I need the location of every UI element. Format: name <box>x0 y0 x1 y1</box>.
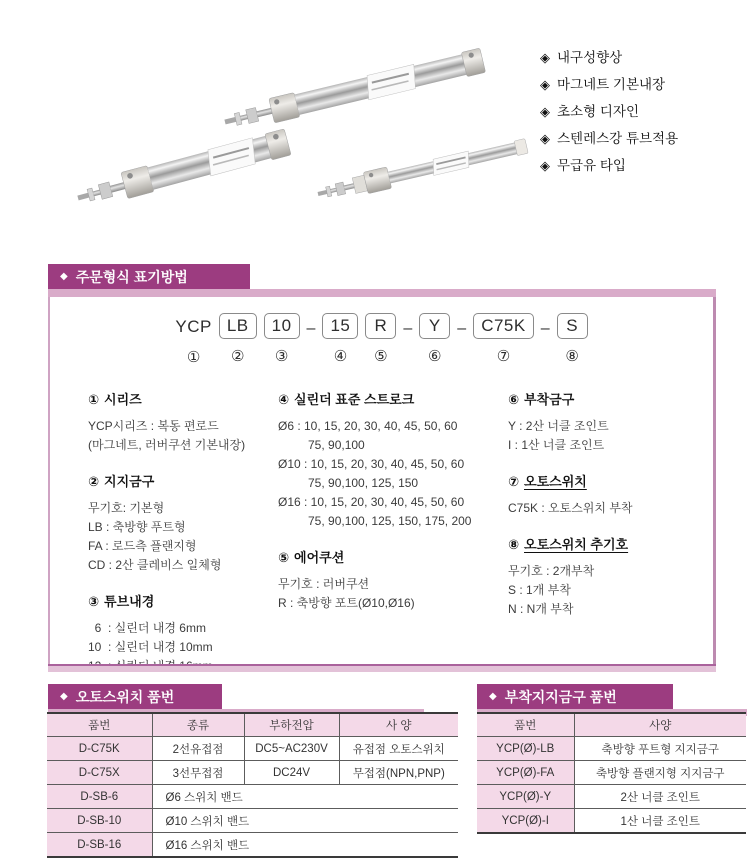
model-token-text: 15 <box>322 313 358 339</box>
diamond-bullet-icon: ◈ <box>540 77 550 92</box>
definition-title <box>88 591 278 610</box>
circled-number: ③ <box>274 348 289 365</box>
definition-line: LB : 축방향 푸트형 <box>88 520 186 534</box>
diamond-bullet-icon: ◈ <box>540 104 550 119</box>
definition-line: 6 : 실린더 내경 6mm <box>88 621 206 635</box>
model-token <box>322 313 358 365</box>
model-token-text: R <box>365 313 396 339</box>
model-token-text: 10 <box>264 313 300 339</box>
definition-line: (마그네트, 러버쿠션 기본내장) <box>88 438 246 452</box>
definition-line: 10 : 실린더 내경 10mm <box>88 640 213 654</box>
feature-text: 무급유 타입 <box>557 158 626 173</box>
feature-item <box>540 98 678 125</box>
model-token <box>473 313 534 365</box>
defs-col-2 <box>278 389 504 629</box>
circled-number: ⑤ <box>278 550 290 565</box>
section-header-autoswitch <box>48 684 222 709</box>
circled-number: ② <box>88 474 100 489</box>
circled-number: ④ <box>333 348 348 365</box>
definition-title-text: 실린더 표준 스트로크 <box>294 392 415 407</box>
table-cell: 2선유접점 <box>152 737 244 761</box>
definition-line: Ø10 : 10, 15, 20, 30, 40, 45, 50, 60 <box>278 457 465 471</box>
section-header-order <box>48 264 250 289</box>
table-row <box>47 809 458 833</box>
table-cell: 축방향 플랜지형 지지금구 <box>574 761 746 785</box>
circled-number: ⑦ <box>508 474 520 489</box>
model-dash: – <box>306 320 316 337</box>
definition-line: N : N개 부착 <box>508 602 574 616</box>
table-row <box>477 737 746 761</box>
table-cell: 무접점(NPN,PNP) <box>339 761 458 785</box>
definition-title-text: 오토스위치 <box>524 474 587 489</box>
model-token <box>264 313 300 365</box>
definition-title-text: 오토스위치 추기호 <box>524 537 629 552</box>
column-header: 품번 <box>477 713 574 737</box>
definition-line: 무기호: 기본형 <box>88 501 165 515</box>
circled-number: ③ <box>88 594 100 609</box>
table-cell: D-C75K <box>47 737 152 761</box>
model-dash: – <box>540 320 550 337</box>
column-header: 부하전압 <box>244 713 339 737</box>
column-header: 품번 <box>47 713 152 737</box>
definition-line: Y : 2산 너클 조인트 <box>508 419 609 433</box>
cylinder-1 <box>222 48 486 134</box>
table-cell: D-SB-16 <box>47 833 152 858</box>
column-header: 사 양 <box>339 713 458 737</box>
definition-block <box>508 471 708 518</box>
table-cell: 3선무접점 <box>152 761 244 785</box>
model-token <box>419 313 450 365</box>
feature-item <box>540 44 678 71</box>
table-cell: 유접점 오토스위치 <box>339 737 458 761</box>
definition-title-text: 부착금구 <box>524 392 575 407</box>
table-header-row <box>47 713 458 737</box>
model-token <box>557 313 588 365</box>
model-code <box>50 313 713 366</box>
table-cell: 2산 너클 조인트 <box>574 785 746 809</box>
table-header-row <box>477 713 746 737</box>
order-header-band <box>48 289 716 297</box>
autoswitch-table-body <box>47 713 458 857</box>
section-title-order: 주문형식 표기방법 <box>75 268 188 285</box>
cylinder-2 <box>75 129 292 211</box>
feature-item <box>540 125 678 152</box>
autoswitch-table <box>47 712 458 858</box>
definition-title-text: 에어쿠션 <box>294 550 345 565</box>
definition-title <box>278 547 504 566</box>
feature-text: 마그네트 기본내장 <box>557 77 666 92</box>
definition-title <box>88 389 278 408</box>
table-row <box>477 809 746 834</box>
table-row <box>477 761 746 785</box>
diamond-icon: ◆ <box>60 270 68 282</box>
definition-title <box>278 389 504 408</box>
order-format-box <box>48 297 716 664</box>
definition-line: S : 1개 부착 <box>508 583 571 597</box>
definition-line: 75, 90,100 <box>278 438 365 452</box>
table-cell: 1산 너클 조인트 <box>574 809 746 834</box>
feature-item <box>540 152 678 179</box>
table-cell: D-SB-10 <box>47 809 152 833</box>
definition-block <box>508 389 708 455</box>
table-cell: Ø16 스위치 밴드 <box>152 833 458 858</box>
definition-line: 75, 90,100, 125, 150, 175, 200 <box>278 514 472 528</box>
definition-title <box>508 471 708 490</box>
model-dash: – <box>403 320 413 337</box>
definition-block <box>278 547 504 613</box>
circled-number: ⑥ <box>428 348 442 365</box>
definition-title-text: 지지금구 <box>104 474 155 489</box>
feature-list <box>540 44 678 179</box>
definition-line: 75, 90,100, 125, 150 <box>278 476 419 490</box>
definition-block <box>278 389 504 531</box>
product-photos <box>20 12 535 227</box>
circled-number: ① <box>88 392 100 407</box>
definition-line: Ø6 : 10, 15, 20, 30, 40, 45, 50, 60 <box>278 419 458 433</box>
table-cell: YCP(Ø)-I <box>477 809 574 834</box>
table-cell: Ø6 스위치 밴드 <box>152 785 458 809</box>
table-cell: DC5~AC230V <box>244 737 339 761</box>
definition-title <box>88 471 278 490</box>
table-cell: D-C75X <box>47 761 152 785</box>
diamond-bullet-icon: ◈ <box>540 50 550 65</box>
definition-title <box>508 389 708 408</box>
table-cell: 축방향 푸트형 지지금구 <box>574 737 746 761</box>
feature-text: 스텐레스강 튜브적용 <box>557 131 679 146</box>
model-token-text: YCP <box>175 316 212 336</box>
model-token-text: S <box>557 313 588 339</box>
definition-block <box>88 471 278 575</box>
table-cell: Ø10 스위치 밴드 <box>152 809 458 833</box>
definition-block <box>88 389 278 455</box>
table-row <box>47 833 458 858</box>
cylinder-3 <box>316 135 529 205</box>
definition-title-text: 시리즈 <box>104 392 142 407</box>
section-title-autoswitch: 오토스위치 품번 <box>75 688 175 705</box>
section-header-bracket <box>477 684 673 709</box>
circled-number: ⑦ <box>496 348 511 365</box>
definition-title <box>508 534 708 553</box>
model-token <box>219 313 257 365</box>
definition-line: FA : 로드측 플랜지형 <box>88 539 197 553</box>
defs-col-1 <box>88 389 278 692</box>
feature-text: 내구성향상 <box>557 50 623 65</box>
feature-text: 초소형 디자인 <box>557 104 639 119</box>
definition-line: R : 축방향 포트(Ø10,Ø16) <box>278 596 415 610</box>
table-cell: YCP(Ø)-Y <box>477 785 574 809</box>
column-header: 종류 <box>152 713 244 737</box>
diamond-icon: ◆ <box>489 690 497 702</box>
order-box-bottom-band <box>48 664 716 672</box>
definition-line: 무기호 : 러버쿠션 <box>278 577 370 591</box>
model-token-text: LB <box>219 313 257 339</box>
definition-title-text: 튜브내경 <box>104 594 155 609</box>
definition-block <box>508 534 708 619</box>
table-row <box>47 761 458 785</box>
feature-item <box>540 71 678 98</box>
column-header: 사양 <box>574 713 746 737</box>
circled-number: ④ <box>278 392 290 407</box>
circled-number: ② <box>231 348 245 365</box>
diamond-icon: ◆ <box>60 690 68 702</box>
definition-line: Ø16 : 10, 15, 20, 30, 40, 45, 50, 60 <box>278 495 465 509</box>
definition-line: YCP시리즈 : 복동 편로드 <box>88 419 219 433</box>
table-cell: D-SB-6 <box>47 785 152 809</box>
model-token-text: Y <box>419 313 450 339</box>
cylinder-photo-illustration <box>20 12 535 227</box>
circled-number: ① <box>186 349 201 366</box>
table-cell: YCP(Ø)-FA <box>477 761 574 785</box>
table-row <box>477 785 746 809</box>
circled-number: ⑧ <box>508 537 520 552</box>
defs-col-3 <box>508 389 708 635</box>
bracket-table <box>477 712 746 834</box>
definition-line: I : 1산 너클 조인트 <box>508 438 605 452</box>
table-cell: DC24V <box>244 761 339 785</box>
definition-line: 무기호 : 2개부착 <box>508 564 595 578</box>
circled-number: ⑤ <box>374 348 388 365</box>
diamond-bullet-icon: ◈ <box>540 131 550 146</box>
bracket-table-body <box>477 713 746 833</box>
circled-number: ⑧ <box>565 348 579 365</box>
model-dash: – <box>457 320 467 337</box>
model-token-text: C75K <box>473 313 534 339</box>
definition-line: CD : 2산 클레비스 일체형 <box>88 558 222 572</box>
table-row <box>47 785 458 809</box>
diamond-bullet-icon: ◈ <box>540 158 550 173</box>
table-row <box>47 737 458 761</box>
model-token <box>175 313 211 366</box>
circled-number: ⑥ <box>508 392 520 407</box>
table-cell: YCP(Ø)-LB <box>477 737 574 761</box>
definition-line: C75K : 오토스위치 부착 <box>508 501 633 515</box>
model-token <box>365 313 396 365</box>
section-title-bracket: 부착지지금구 품번 <box>504 688 617 705</box>
